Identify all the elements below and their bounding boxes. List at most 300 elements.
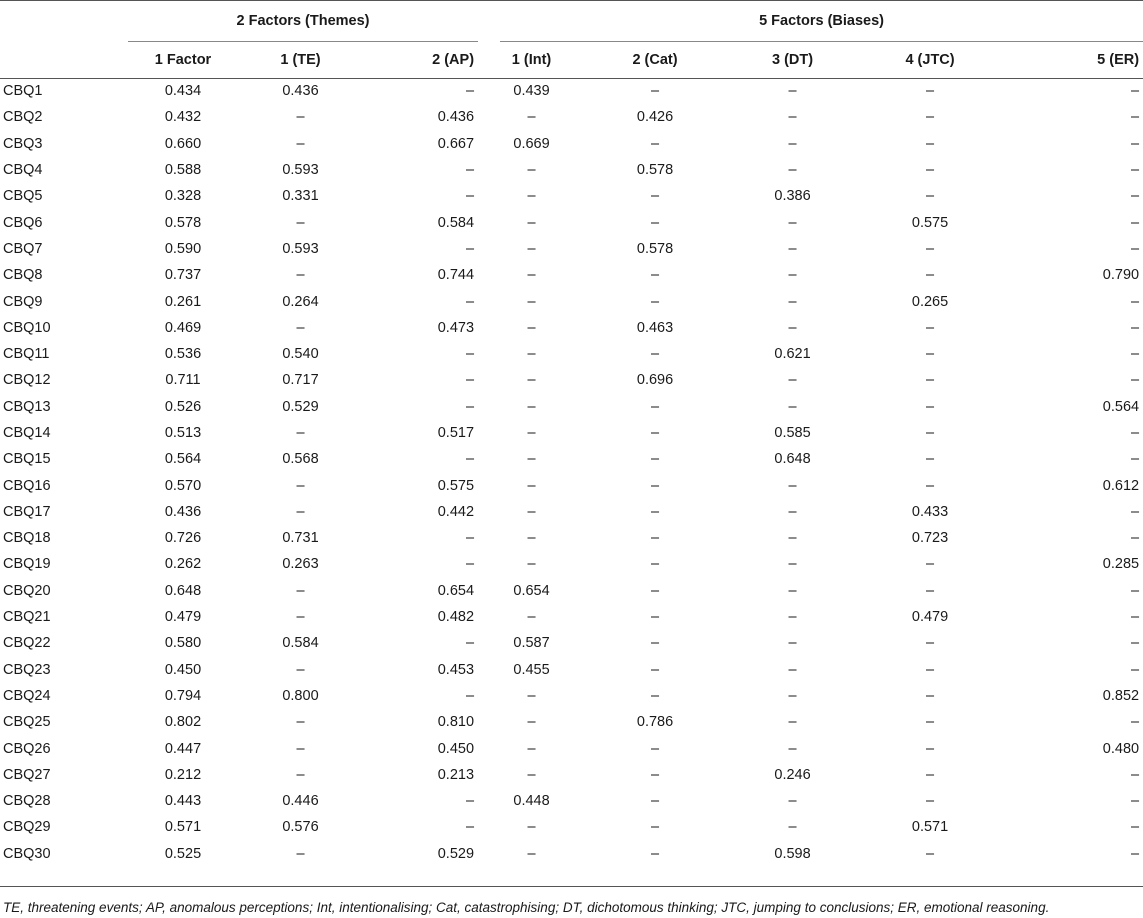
row-label-cell: CBQ15 — [3, 451, 51, 468]
row-label-cell: CBQ28 — [3, 793, 51, 810]
cell-cat: – — [650, 609, 660, 626]
cell-er: – — [1131, 451, 1140, 468]
cell-er: 0.480 — [1102, 740, 1140, 757]
cell-te: – — [296, 661, 305, 678]
cell-er: – — [1131, 793, 1140, 810]
cell-int: – — [527, 346, 536, 363]
cell-jtc: – — [925, 635, 935, 652]
cell-dt: – — [788, 293, 797, 310]
cell-int: – — [527, 503, 536, 520]
cell-er: – — [1131, 503, 1140, 520]
cell-int: – — [527, 372, 536, 389]
row-label-cell: CBQ18 — [3, 530, 51, 547]
cell-dt: – — [788, 609, 797, 626]
cell-te: 0.568 — [282, 451, 319, 468]
cell-te: 0.576 — [282, 819, 319, 836]
cell-jtc: 0.479 — [911, 609, 949, 626]
cell-er: – — [1131, 135, 1140, 152]
cell-er: – — [1131, 609, 1140, 626]
cell-jtc: – — [925, 267, 935, 284]
row-label-cell: CBQ26 — [3, 740, 51, 757]
cell-ap: 0.442 — [437, 503, 475, 520]
table-row — [0, 394, 1143, 420]
cell-int: – — [527, 530, 536, 547]
cell-cat: 0.696 — [636, 372, 674, 389]
cell-er: – — [1131, 346, 1140, 363]
cell-er: – — [1131, 214, 1140, 231]
cell-int: – — [527, 398, 536, 415]
cell-cat: – — [650, 425, 660, 441]
row-label-cell: CBQ10 — [3, 319, 51, 336]
cell-cat: – — [650, 188, 660, 205]
column-header-dt: 3 (DT) — [771, 51, 814, 68]
row-label-cell: CBQ30 — [3, 845, 51, 862]
table-body — [0, 78, 1143, 867]
cell-cat: – — [650, 661, 660, 678]
cell-er: – — [1131, 240, 1140, 257]
cell-int: – — [527, 293, 536, 310]
column-header-row — [0, 41, 1143, 78]
cell-cat: – — [650, 635, 660, 652]
row-label-cell: CBQ6 — [3, 214, 43, 231]
cell-dt: 0.621 — [774, 346, 811, 363]
table-footnote: TE, threatening events; AP, anomalous perceptions; Int, intentionalising; Cat, catastrophising; DT, dichotomous thinking; JTC, jumping to conclusions; ER, emotional reasoning. — [3, 900, 1050, 915]
column-header-int: 1 (Int) — [511, 51, 552, 68]
row-label-cell: CBQ3 — [3, 135, 43, 152]
cell-int: – — [527, 556, 536, 573]
cell-ap: – — [465, 162, 475, 179]
table-row — [0, 446, 1143, 472]
cell-jtc: 0.575 — [911, 214, 949, 231]
cell-dt: – — [788, 477, 797, 494]
cell-dt: – — [788, 687, 797, 704]
cell-one-factor: 0.802 — [164, 714, 202, 731]
cell-ap: 0.744 — [437, 267, 475, 284]
cell-int: – — [527, 819, 536, 836]
cell-ap: 0.584 — [437, 214, 475, 231]
cell-int: – — [527, 214, 536, 231]
cell-jtc: – — [925, 740, 935, 757]
cell-jtc: – — [925, 240, 935, 257]
cell-jtc: – — [925, 845, 935, 862]
cell-ap: – — [465, 556, 475, 573]
cell-ap: – — [465, 188, 475, 205]
row-label-cell: CBQ27 — [3, 766, 51, 783]
cell-int: – — [527, 240, 536, 257]
row-label-cell: CBQ20 — [3, 582, 51, 599]
table-row — [0, 604, 1143, 630]
cell-jtc: 0.571 — [911, 819, 949, 836]
cell-ap: 0.810 — [437, 714, 475, 731]
cell-dt: – — [788, 793, 797, 810]
cell-te: – — [296, 109, 305, 126]
cell-int: 0.587 — [513, 635, 550, 652]
cell-ap: 0.473 — [437, 319, 475, 336]
cell-one-factor: 0.580 — [164, 635, 202, 652]
cell-ap: – — [465, 819, 475, 836]
cell-te: 0.436 — [282, 83, 319, 100]
cell-ap: – — [465, 398, 475, 415]
cell-er: 0.790 — [1102, 267, 1140, 284]
cell-er: – — [1131, 582, 1140, 599]
cell-te: 0.264 — [282, 293, 319, 310]
cell-cat: – — [650, 556, 660, 573]
cell-ap: – — [465, 293, 475, 310]
cell-dt: – — [788, 162, 797, 179]
row-label-cell: CBQ29 — [3, 819, 51, 836]
cell-int: – — [527, 714, 536, 731]
column-header-er: 5 (ER) — [1097, 51, 1140, 68]
table-row — [0, 157, 1143, 183]
cell-te: – — [296, 135, 305, 152]
table-row — [0, 788, 1143, 814]
table-row — [0, 209, 1143, 235]
cell-te: 0.584 — [282, 635, 319, 652]
cell-dt: – — [788, 635, 797, 652]
cell-cat: – — [650, 451, 660, 468]
cell-cat: – — [650, 582, 660, 599]
cell-one-factor: 0.590 — [164, 240, 202, 257]
cell-er: 0.285 — [1102, 556, 1140, 573]
cell-one-factor: 0.726 — [164, 530, 202, 547]
table-row — [0, 814, 1143, 840]
cell-te: – — [296, 503, 305, 520]
cell-cat: 0.786 — [636, 714, 674, 731]
cell-te: 0.331 — [282, 188, 319, 205]
cell-ap: – — [465, 530, 475, 547]
cell-dt: – — [788, 661, 797, 678]
cell-ap: – — [465, 635, 475, 652]
cell-te: – — [296, 609, 305, 626]
cell-one-factor: 0.212 — [164, 766, 202, 783]
cell-ap: – — [465, 240, 475, 257]
row-label-cell: CBQ22 — [3, 635, 51, 652]
cell-ap: 0.517 — [437, 425, 475, 441]
cell-int: 0.455 — [513, 661, 550, 678]
cell-one-factor: 0.711 — [165, 372, 201, 389]
cell-te: – — [296, 582, 305, 599]
cell-er: – — [1131, 766, 1140, 783]
table-row — [0, 315, 1143, 341]
row-label-cell: CBQ25 — [3, 714, 51, 731]
cell-int: 0.439 — [513, 83, 550, 100]
row-label-cell: CBQ17 — [3, 503, 51, 520]
cell-cat: – — [650, 83, 660, 100]
row-label-cell: CBQ13 — [3, 398, 51, 415]
cell-jtc: – — [925, 687, 935, 704]
cell-cat: – — [650, 845, 660, 862]
cell-er: – — [1131, 845, 1140, 862]
cell-one-factor: 0.570 — [164, 477, 202, 494]
cell-te: – — [296, 845, 305, 862]
table-row — [0, 78, 1143, 104]
cell-dt: 0.648 — [774, 451, 811, 468]
cell-dt: – — [788, 240, 797, 257]
cell-dt: 0.598 — [774, 845, 811, 862]
table-row — [0, 236, 1143, 262]
cell-cat: – — [650, 503, 660, 520]
cell-cat: – — [650, 214, 660, 231]
cell-er: – — [1131, 635, 1140, 652]
cell-ap: 0.667 — [437, 135, 475, 152]
cell-one-factor: 0.648 — [164, 582, 202, 599]
cell-jtc: 0.265 — [911, 293, 949, 310]
cell-dt: – — [788, 109, 797, 126]
cell-cat: – — [650, 293, 660, 310]
cell-cat: 0.426 — [636, 109, 674, 126]
cell-cat: 0.578 — [636, 162, 674, 179]
cell-one-factor: 0.436 — [164, 503, 202, 520]
cell-jtc: – — [925, 793, 935, 810]
table-row — [0, 367, 1143, 393]
cell-cat: – — [650, 346, 660, 363]
row-label-cell: CBQ16 — [3, 477, 51, 494]
cell-te: 0.593 — [282, 162, 319, 179]
cell-one-factor: 0.432 — [164, 109, 202, 126]
cell-int: – — [527, 477, 536, 494]
cell-ap: 0.436 — [437, 109, 475, 126]
cell-te: 0.717 — [282, 372, 319, 389]
cell-jtc: – — [925, 109, 935, 126]
table-row — [0, 420, 1143, 446]
table-row — [0, 183, 1143, 209]
table-row — [0, 709, 1143, 735]
cell-te: 0.263 — [282, 556, 319, 573]
cell-cat: – — [650, 398, 660, 415]
cell-one-factor: 0.434 — [164, 83, 202, 100]
row-label-cell: CBQ24 — [3, 687, 51, 704]
cell-jtc: – — [925, 451, 935, 468]
group-header-row — [0, 0, 1143, 41]
cell-dt: – — [788, 819, 797, 836]
cell-er: – — [1131, 425, 1140, 441]
cell-jtc: – — [925, 162, 935, 179]
row-label-cell: CBQ12 — [3, 372, 51, 389]
cell-jtc: – — [925, 477, 935, 494]
cell-one-factor: 0.450 — [164, 661, 202, 678]
cell-int: – — [527, 740, 536, 757]
cell-dt: – — [788, 556, 797, 573]
cell-jtc: – — [925, 766, 935, 783]
cell-one-factor: 0.479 — [164, 609, 202, 626]
cell-te: 0.800 — [282, 687, 319, 704]
column-header-jtc: 4 (JTC) — [905, 51, 955, 68]
row-label-cell: CBQ7 — [3, 240, 43, 257]
table-row — [0, 657, 1143, 683]
cell-te: 0.529 — [282, 398, 319, 415]
cell-er: – — [1131, 372, 1140, 389]
row-label-cell: CBQ19 — [3, 556, 51, 573]
cell-jtc: – — [925, 556, 935, 573]
cell-er: – — [1131, 293, 1140, 310]
cell-te: – — [296, 740, 305, 757]
column-header-te: 1 (TE) — [280, 51, 321, 68]
cell-jtc: – — [925, 425, 935, 441]
row-label-cell: CBQ21 — [3, 609, 51, 626]
cell-dt: – — [788, 267, 797, 284]
cell-ap: – — [465, 346, 475, 363]
cell-int: – — [527, 687, 536, 704]
cell-er: – — [1131, 319, 1140, 336]
cell-cat: – — [650, 740, 660, 757]
cell-er: 0.564 — [1102, 398, 1140, 415]
cell-ap: 0.453 — [437, 661, 475, 678]
cell-ap: 0.529 — [437, 845, 475, 862]
cell-dt: – — [788, 214, 797, 231]
cell-dt: – — [788, 135, 797, 152]
table-row — [0, 762, 1143, 788]
cell-ap: 0.213 — [437, 766, 475, 783]
cell-dt: 0.585 — [774, 425, 811, 441]
cell-te: 0.446 — [282, 793, 319, 810]
cell-dt: – — [788, 503, 797, 520]
cell-cat: – — [650, 135, 660, 152]
cell-er: – — [1131, 530, 1140, 547]
cell-int: 0.669 — [513, 135, 550, 152]
cell-dt: – — [788, 582, 797, 599]
cell-int: – — [527, 267, 536, 284]
cell-jtc: – — [925, 398, 935, 415]
cell-cat: – — [650, 267, 660, 284]
cell-int: – — [527, 425, 536, 441]
cell-one-factor: 0.526 — [164, 398, 202, 415]
table-row — [0, 472, 1143, 498]
cell-er: – — [1131, 661, 1140, 678]
table-row — [0, 525, 1143, 551]
cell-int: – — [527, 451, 536, 468]
table-row — [0, 104, 1143, 130]
cell-cat: – — [650, 819, 660, 836]
cell-jtc: – — [925, 714, 935, 731]
cell-dt: – — [788, 319, 797, 336]
cell-int: 0.654 — [513, 582, 550, 599]
cell-one-factor: 0.571 — [164, 819, 202, 836]
cell-jtc: – — [925, 188, 935, 205]
table-row — [0, 499, 1143, 525]
cell-int: – — [527, 109, 536, 126]
table-row — [0, 341, 1143, 367]
cell-one-factor: 0.447 — [164, 740, 202, 757]
cell-one-factor: 0.660 — [164, 135, 202, 152]
cell-ap: – — [465, 687, 475, 704]
cell-jtc: 0.433 — [911, 503, 949, 520]
table-row — [0, 841, 1143, 867]
cell-jtc: – — [925, 135, 935, 152]
cell-int: – — [527, 609, 536, 626]
cell-ap: – — [465, 451, 475, 468]
table-row — [0, 578, 1143, 604]
cell-dt: – — [788, 740, 797, 757]
group-header-empty — [0, 0, 128, 41]
cell-ap: – — [465, 83, 475, 100]
column-header-ap: 2 (AP) — [432, 51, 475, 68]
cell-one-factor: 0.794 — [164, 687, 202, 704]
cell-te: 0.731 — [282, 530, 319, 547]
cell-er: 0.852 — [1102, 687, 1140, 704]
cell-er: – — [1131, 714, 1140, 731]
cell-jtc: – — [925, 83, 935, 100]
row-label-cell: CBQ8 — [3, 267, 43, 284]
cell-te: – — [296, 267, 305, 284]
cell-int: – — [527, 188, 536, 205]
table-row — [0, 683, 1143, 709]
cell-one-factor: 0.328 — [164, 188, 202, 205]
cell-jtc: – — [925, 319, 935, 336]
cell-dt: – — [788, 372, 797, 389]
cell-jtc: 0.723 — [911, 530, 949, 547]
cell-dt: 0.386 — [774, 188, 811, 205]
cell-dt: – — [788, 714, 797, 731]
cell-te: – — [296, 319, 305, 336]
column-header-row-label — [0, 41, 128, 78]
cell-ap: – — [465, 372, 475, 389]
table-row — [0, 735, 1143, 761]
cell-er: – — [1131, 83, 1140, 100]
cell-int: – — [527, 162, 536, 179]
cell-one-factor: 0.513 — [164, 425, 202, 441]
cell-jtc: – — [925, 582, 935, 599]
cell-ap: 0.450 — [437, 740, 475, 757]
cell-one-factor: 0.262 — [164, 556, 202, 573]
table-row — [0, 630, 1143, 656]
cell-er: – — [1131, 819, 1140, 836]
cell-te: – — [296, 425, 305, 441]
cell-cat: – — [650, 793, 660, 810]
row-label-cell: CBQ1 — [3, 83, 43, 100]
cell-ap: 0.482 — [437, 609, 475, 626]
row-label-cell: CBQ2 — [3, 109, 43, 126]
row-label-cell: CBQ14 — [3, 425, 51, 441]
cell-int: – — [527, 319, 536, 336]
table-bottom-rule — [0, 886, 1143, 887]
cell-cat: – — [650, 687, 660, 704]
cell-te: 0.593 — [282, 240, 319, 257]
table-row — [0, 262, 1143, 288]
cell-te: – — [296, 714, 305, 731]
cell-te: – — [296, 766, 305, 783]
cell-dt: – — [788, 398, 797, 415]
cell-one-factor: 0.737 — [164, 267, 202, 284]
cell-cat: 0.578 — [636, 240, 674, 257]
column-header-cat: 2 (Cat) — [632, 51, 678, 68]
cell-one-factor: 0.578 — [164, 214, 202, 231]
cell-one-factor: 0.525 — [164, 845, 202, 862]
cell-dt: – — [788, 530, 797, 547]
cell-te: – — [296, 477, 305, 494]
cell-er: 0.612 — [1102, 477, 1140, 494]
row-label-cell: CBQ5 — [3, 188, 43, 205]
cell-cat: 0.463 — [636, 319, 674, 336]
row-label-cell: CBQ23 — [3, 661, 51, 678]
table-row — [0, 288, 1143, 314]
cell-cat: – — [650, 766, 660, 783]
cell-one-factor: 0.588 — [164, 162, 202, 179]
cell-te: – — [296, 214, 305, 231]
cell-ap: – — [465, 793, 475, 810]
table-row — [0, 551, 1143, 577]
cell-one-factor: 0.469 — [164, 319, 202, 336]
row-label-cell: CBQ9 — [3, 293, 43, 310]
group-header-biases: 5 Factors (Biases) — [759, 12, 885, 29]
cell-one-factor: 0.443 — [164, 793, 202, 810]
cell-ap: 0.575 — [437, 477, 475, 494]
cell-dt: 0.246 — [774, 766, 811, 783]
cell-one-factor: 0.536 — [164, 346, 202, 363]
cell-jtc: – — [925, 346, 935, 363]
cell-one-factor: 0.261 — [164, 293, 202, 310]
cell-te: 0.540 — [282, 346, 319, 363]
row-label-cell: CBQ4 — [3, 162, 43, 179]
